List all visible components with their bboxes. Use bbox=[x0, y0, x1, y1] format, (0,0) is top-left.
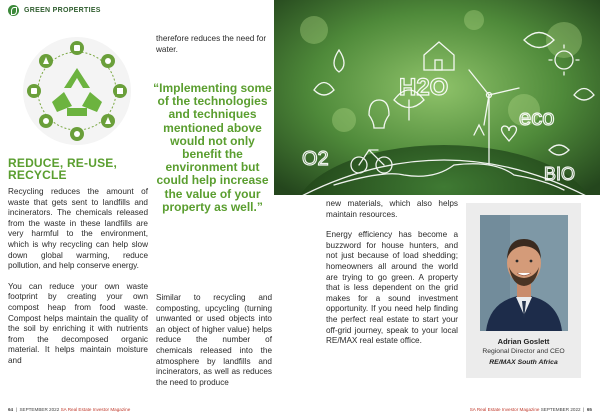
author-name: Adrian Goslett bbox=[497, 337, 550, 346]
author-card bbox=[466, 203, 581, 378]
doodle-eco: eco bbox=[519, 105, 555, 130]
doodle-h2o: H2O bbox=[399, 74, 449, 101]
magazine-name-right: SA Real Estate Investor Magazine bbox=[469, 407, 540, 412]
doodle-bio: BIO bbox=[544, 164, 576, 184]
page-number-right: 65 bbox=[586, 407, 592, 412]
paragraph-compost: You can reduce your own waste footprint by creating your own compost heap from food waste. Compost helps maintain the quality of the soil by enriching it with nutrients from the decomposed organic material. It helps maintain moisture and bbox=[8, 281, 148, 365]
paragraph-resources: new materials, which also helps maintain resources. bbox=[326, 199, 458, 219]
issue-left: SEPTEMBER 2022 bbox=[19, 407, 60, 412]
page-number-left: 64 bbox=[8, 407, 14, 412]
column-2-top: therefore reduces the need for water. bbox=[156, 34, 267, 54]
recycle-icon bbox=[22, 36, 132, 146]
paragraph-energy: Energy efficiency has become a buzzword for house hunters, and not just because of load shedding; homeowners all around the world are trying to go green. A property that is less dependent on the grid makes for a sound investment opportunity. If you need help finding the perfect real estate to start your off-grid journey, speak to your local RE/MAX real estate office. bbox=[326, 230, 458, 346]
issue-right: SEPTEMBER 2022 bbox=[540, 407, 581, 412]
recycling-illustration bbox=[22, 36, 132, 146]
hero-image bbox=[274, 0, 600, 195]
section-title: GREEN PROPERTIES bbox=[24, 7, 101, 14]
footer-left: 64 | SEPTEMBER 2022 SA Real Estate Investor Magazine bbox=[8, 407, 131, 412]
green-doodle-image bbox=[274, 0, 600, 195]
heading-line-1: REDUCE, RE-USE, bbox=[8, 156, 118, 170]
author-photo bbox=[480, 215, 568, 331]
pull-quote: “Implementing some of the technologies and techniques mentioned above would not only benefit the environment but could help increase the value of your property as well.” bbox=[153, 81, 272, 214]
column-1 bbox=[8, 187, 148, 367]
article-heading bbox=[8, 157, 148, 181]
author-role: Regional Director and CEO bbox=[482, 348, 565, 355]
magazine-name-left: SA Real Estate Investor Magazine bbox=[60, 407, 131, 412]
footer-right: SA Real Estate Investor Magazine SEPTEMBER 2022 | 65 bbox=[469, 407, 592, 412]
leaf-icon bbox=[8, 5, 19, 16]
column-2-bottom: Similar to recycling and composting, upcycling (turning unwanted or used objects into an object of higher value) helps reduce the number of chemicals released into the atmosphere by landfills and incinerators, as well as reduces the need to produce bbox=[156, 293, 272, 387]
portrait-image bbox=[480, 215, 568, 331]
heading-line-2: RECYCLE bbox=[8, 168, 67, 182]
paragraph-recycling: Recycling reduces the amount of waste that gets sent to landfills and incinerators. The chemicals released from the waste in these landfills are very harmful to the environment, which is why recycling can help slow down global warming, reduce pollution, and help conserve energy. bbox=[8, 187, 148, 271]
doodle-o2: O2 bbox=[302, 148, 329, 170]
column-3 bbox=[326, 199, 458, 347]
section-header bbox=[8, 5, 101, 16]
author-company: RE/MAX South Africa bbox=[489, 359, 558, 366]
